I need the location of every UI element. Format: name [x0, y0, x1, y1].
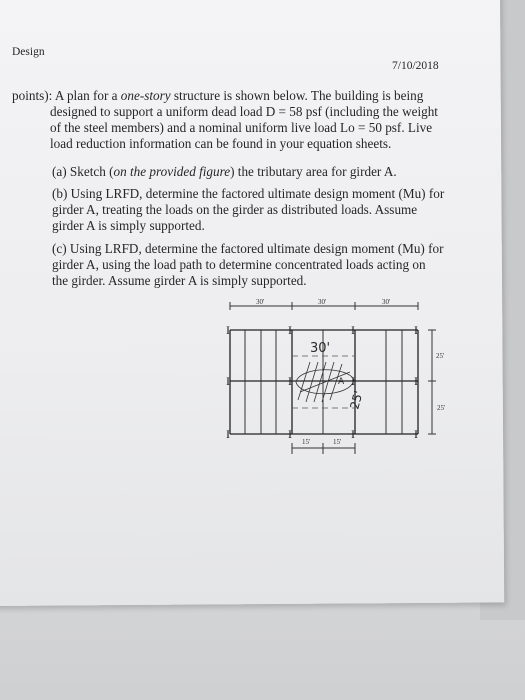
qa-italic: on the provided figure — [113, 164, 231, 179]
question-c-line-1: (c) Using LRFD, determine the factored ultimate design moment (Mu) for — [52, 241, 444, 256]
column-icon: I — [288, 323, 292, 337]
column-icon: I — [288, 427, 292, 441]
question-b-line-3: girder A is simply supported. — [52, 218, 205, 233]
dim-bottom-1: 15' — [302, 438, 311, 446]
handwritten-hatching — [296, 362, 354, 402]
header-date: 7/10/2018 — [392, 60, 439, 72]
column-icon: I — [226, 374, 230, 388]
column-icon: I — [351, 323, 355, 337]
handwritten-30-label: 30' — [310, 341, 331, 356]
intro-rest: structure is shown below. The building is being — [170, 88, 424, 103]
column-icon: I — [414, 374, 418, 388]
column-icon: I — [226, 323, 230, 337]
dim-bottom-2: 15' — [333, 438, 342, 446]
intro-italic: one-story — [120, 88, 171, 103]
problem-line-3: of the steel members) and a nominal uniform live load Lo = 50 psf. Live — [50, 120, 433, 135]
girder-a-label: A — [338, 377, 345, 387]
column-icon: I — [351, 427, 355, 441]
column-icon: I — [288, 374, 292, 388]
dim-top-2: 30' — [318, 298, 327, 306]
intro-prefix: points): A plan for a — [12, 88, 121, 103]
question-c-line-3: the girder. Assume girder A is simply supported. — [52, 273, 307, 288]
handwritten-25-label: 25' — [347, 389, 366, 411]
column-icon: I — [414, 427, 418, 441]
question-b-line-1: (b) Using LRFD, determine the factored ultimate design moment (Mu) for — [52, 186, 445, 201]
question-b-line-2: girder A, treating the loads on the girder as distributed loads. Assume — [52, 202, 418, 217]
header-course-label: Design — [12, 46, 45, 58]
question-c-line-2: girder A, using the load path to determine concentrated loads acting on — [52, 257, 426, 272]
column-icon: I — [226, 427, 230, 441]
qa-prefix: (a) Sketch ( — [52, 164, 114, 179]
problem-line-4: load reduction information can be found in your equation sheets. — [50, 136, 392, 151]
dim-top-1: 30' — [256, 298, 265, 306]
column-icon: I — [414, 323, 418, 337]
column-icon: I — [351, 374, 355, 388]
problem-line-2: designed to support a uniform dead load D = 58 psf (including the weight — [50, 104, 438, 119]
qa-suffix: ) the tributary area for girder A. — [230, 164, 397, 179]
dim-right-2: 25' — [437, 404, 446, 412]
dim-top-3: 30' — [382, 298, 391, 306]
dim-right-1: 25' — [436, 352, 445, 360]
